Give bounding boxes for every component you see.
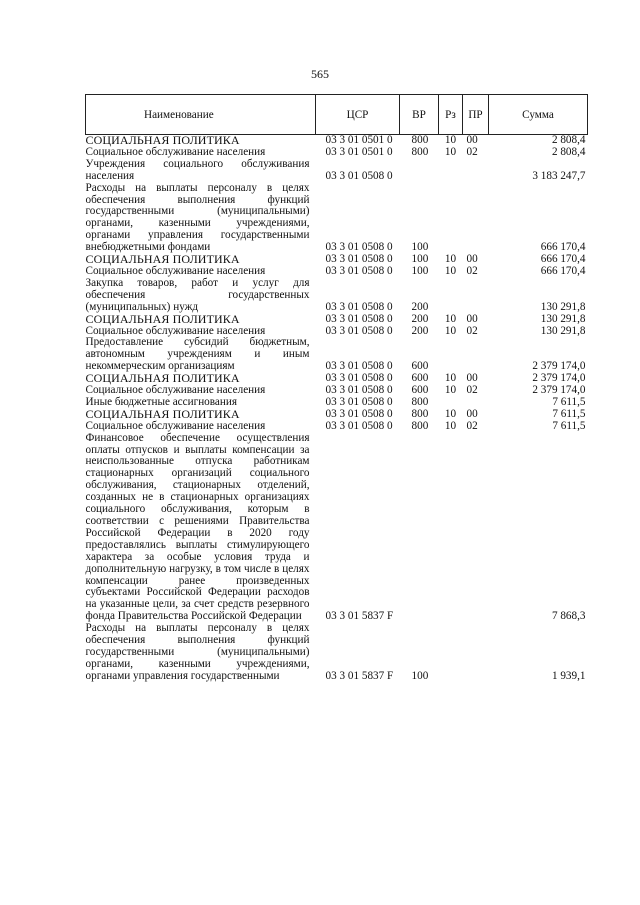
header-rz: Рз [439, 95, 463, 135]
row-sum: 666 170,4 [540, 253, 586, 266]
row-name: Социальное обслуживание населения [85, 264, 266, 277]
row-rz: 10 [444, 372, 457, 385]
row-name: СОЦИАЛЬНАЯ ПОЛИТИКА [85, 133, 240, 147]
row-csr: 03 3 01 0508 0 [325, 241, 393, 254]
table-row [86, 183, 588, 254]
row-rz: 10 [444, 407, 457, 420]
row-pr: 02 [466, 419, 478, 432]
header-vr: ВР [400, 95, 439, 135]
row-csr: 03 3 01 0508 0 [325, 169, 393, 182]
row-pr: 02 [466, 145, 478, 158]
row-name: Финансовое обеспечение осуществления оплаты отпусков и выплаты компенсации за неиспользованные отпуска работникам стационарных организаций социального обслуживания, стационарных отделений, созданных не в стационарных организациях социального обслуживания, которым в соответствии с решениями Правительства Российской Федерации в 2020 году предоставлялись выплаты стимулирующего характера за особые условия труда и дополнительную нагрузку, в том числе в целях компенсации ранее произведенных субъектами Российской Федерации расходов на указанные цели, за счет средств резервного фонда Правительства Российской Федерации [85, 431, 310, 623]
row-pr: 00 [466, 407, 478, 420]
row-sum: 2 379 174,0 [532, 360, 586, 373]
row-pr: 00 [466, 312, 478, 325]
row-vr: 800 [411, 419, 429, 432]
row-name: СОЦИАЛЬНАЯ ПОЛИТИКА [85, 311, 240, 326]
row-rz: 10 [444, 145, 457, 158]
row-rz: 10 [444, 384, 457, 397]
row-vr: 100 [411, 669, 429, 682]
row-name: Социальное обслуживание населения [85, 324, 266, 337]
row-name: Социальное обслуживание населения [85, 419, 266, 432]
row-vr: 800 [411, 407, 429, 420]
row-vr: 100 [411, 241, 429, 254]
row-csr: 03 3 01 0508 0 [325, 419, 393, 432]
row-pr: 02 [466, 384, 478, 397]
row-rz: 10 [444, 134, 457, 146]
row-sum: 7 611,5 [552, 395, 586, 408]
row-pr: 00 [466, 372, 478, 385]
row-vr: 200 [411, 300, 429, 313]
row-pr [463, 278, 489, 314]
table-row [86, 278, 588, 314]
row-vr: 800 [411, 145, 429, 158]
row-rz [439, 337, 463, 373]
row-rz [439, 159, 463, 183]
row-sum: 2 379 174,0 [532, 384, 586, 397]
row-rz [439, 433, 463, 624]
row-csr: 03 3 01 0508 0 [325, 407, 393, 420]
row-csr: 03 3 01 0501 0 [325, 134, 393, 146]
table-row [86, 623, 588, 683]
row-pr: 00 [466, 134, 478, 146]
row-sum: 666 170,4 [540, 264, 586, 277]
row-sum: 7 611,5 [552, 407, 586, 420]
row-pr [463, 433, 489, 624]
row-rz [439, 623, 463, 683]
row-csr: 03 3 01 5837 F [325, 669, 394, 682]
row-sum: 1 939,1 [551, 669, 586, 682]
row-sum: 2 379 174,0 [532, 372, 586, 385]
row-sum: 7 868,3 [551, 610, 586, 623]
row-vr: 100 [411, 253, 429, 266]
table-header [86, 95, 588, 135]
table-row [86, 337, 588, 373]
row-vr: 200 [411, 324, 429, 337]
row-name: Социальное обслуживание населения [85, 384, 266, 397]
page-number: 565 [311, 67, 329, 81]
row-vr: 800 [411, 134, 429, 146]
row-csr: 03 3 01 0508 0 [325, 253, 393, 266]
row-vr: 800 [411, 395, 429, 408]
row-vr: 600 [411, 384, 429, 397]
table-row [86, 409, 588, 421]
row-name: Расходы на выплаты персоналу в целях обеспечения выполнения функций государственными (муниципальными) органами, казенными учреждениями, органами управления государственными [85, 622, 310, 682]
budget-table [85, 94, 588, 683]
row-sum: 130 291,8 [540, 300, 586, 313]
row-csr: 03 3 01 0501 0 [325, 145, 393, 158]
row-pr: 00 [466, 253, 478, 266]
row-vr: 600 [411, 372, 429, 385]
row-csr: 03 3 01 0508 0 [325, 312, 393, 325]
row-vr [400, 433, 439, 624]
row-csr: 03 3 01 0508 0 [325, 264, 393, 277]
table-row [86, 159, 588, 183]
header-name: Наименование [86, 95, 316, 135]
row-pr [463, 183, 489, 254]
table-row [86, 421, 588, 433]
row-sum: 7 611,5 [552, 419, 586, 432]
row-name: СОЦИАЛЬНАЯ ПОЛИТИКА [85, 252, 240, 267]
row-csr: 03 3 01 5837 F [325, 610, 394, 623]
row-name: СОЦИАЛЬНАЯ ПОЛИТИКА [85, 371, 240, 386]
row-pr [463, 623, 489, 683]
row-pr: 02 [466, 264, 478, 277]
row-csr: 03 3 01 0508 0 [325, 372, 393, 385]
header-pr: ПР [463, 95, 489, 135]
row-sum: 2 808,4 [551, 134, 586, 146]
row-pr: 02 [466, 324, 478, 337]
row-rz: 10 [444, 253, 457, 266]
row-name: Расходы на выплаты персоналу в целях обеспечения выполнения функций государственными (муниципальными) органами, казенными учреждениями, органами управления государственными внебюджетными фондами [85, 181, 310, 254]
header-csr: ЦСР [316, 95, 400, 135]
row-name: Закупка товаров, работ и услуг для обеспечения государственных (муниципальных) нужд [85, 276, 310, 313]
row-vr [400, 159, 439, 183]
row-sum: 2 808,4 [551, 145, 586, 158]
table-row [86, 433, 588, 624]
row-pr [463, 159, 489, 183]
header-sum: Сумма [489, 95, 588, 135]
row-sum: 666 170,4 [540, 241, 586, 254]
row-vr: 200 [411, 312, 429, 325]
row-csr: 03 3 01 0508 0 [325, 395, 393, 408]
table-body [86, 135, 588, 683]
row-csr: 03 3 01 0508 0 [325, 324, 393, 337]
table-row [86, 314, 588, 326]
row-rz [439, 183, 463, 254]
row-csr: 03 3 01 0508 0 [325, 300, 393, 313]
row-sum: 3 183 247,7 [532, 169, 586, 182]
row-name: Предоставление субсидий бюджетным, автономным учреждениям и иным некоммерческим организациям [85, 336, 310, 373]
row-rz: 10 [444, 324, 457, 337]
row-csr: 03 3 01 0508 0 [325, 384, 393, 397]
row-sum: 130 291,8 [540, 324, 586, 337]
row-pr [463, 337, 489, 373]
row-rz: 10 [444, 312, 457, 325]
row-name: Иные бюджетные ассигнования [85, 395, 237, 408]
row-name: Социальное обслуживание населения [85, 145, 266, 158]
row-rz: 10 [444, 264, 457, 277]
row-rz [439, 278, 463, 314]
row-vr: 100 [411, 264, 429, 277]
row-name: Учреждения социального обслуживания населения [85, 157, 310, 182]
row-vr: 600 [411, 360, 429, 373]
row-csr: 03 3 01 0508 0 [325, 360, 393, 373]
row-sum: 130 291,8 [540, 312, 586, 325]
row-rz: 10 [444, 419, 457, 432]
row-name: СОЦИАЛЬНАЯ ПОЛИТИКА [85, 406, 240, 421]
